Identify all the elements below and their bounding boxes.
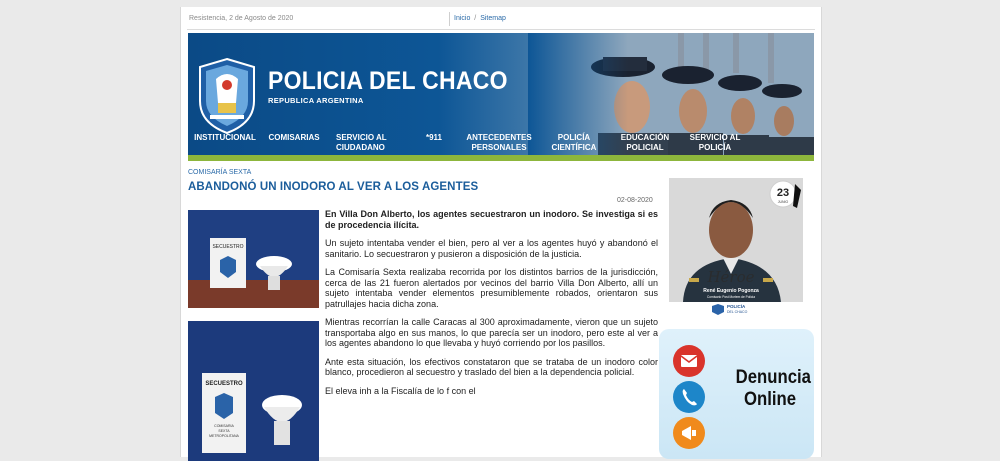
article-photo-1[interactable] [188, 210, 319, 308]
denuncia-line-2: Online [743, 389, 797, 410]
nav-comisarias[interactable]: COMISARIAS [268, 133, 320, 142]
police-shield-logo [196, 57, 258, 135]
nav-servicio-policia[interactable]: SERVICIO AL POLICÍA [689, 133, 741, 152]
article-category[interactable]: COMISARÍA SEXTA [188, 169, 252, 176]
divider [187, 29, 815, 30]
email-icon [673, 345, 705, 377]
article-body [325, 209, 658, 404]
hero-logo-line1: POLICÍA [727, 304, 746, 309]
nav-911[interactable]: *911 [425, 133, 443, 142]
article-paragraph: La Comisaría Sexta realizaba recorrida por los distintos barrios de la jurisdicción, cerca de las 21 fueron alertados por vecinos del barrio Villa Don Alberto, allí un sujeto intentaba vender elementos presumiblemente robados, orientaron sus patrullajes hacia dicha zona. [325, 267, 658, 309]
hero-name: René Eugenio Pogonza [703, 288, 759, 294]
page-container [180, 7, 822, 457]
article-paragraph: Un sujeto intentaba vender el bien, pero al ver a los agentes huyó y abandonó el sanitario. Lo secuestraron y pusieron a disposición de la justicia. [325, 238, 658, 259]
article-paragraph: Mientras recorrían la calle Caracas al 300 aproximadamente, vieron que un sujeto transportaba algo en sus manos, lo que parecía ser un inodoro, pero este al ver a los agentes abandono lo que llevaba y huyó corriendo por los pasillos. [325, 317, 658, 348]
hero-rank: Comisario Post Mortem de Policia [706, 295, 756, 299]
article-photo-2[interactable] [188, 321, 319, 461]
hero-portrait [669, 178, 803, 316]
article-date: 02-08-2020 [617, 197, 653, 204]
article-paragraph: Ante esta situación, los efectivos constataron que se trataba de un inodoro color blanco, procedieron al secuestro y traslado del bien a la dependencia policial. [325, 356, 658, 377]
toilet-photo-2 [188, 321, 319, 461]
denuncia-online-banner[interactable] [659, 329, 814, 459]
link-separator: / [474, 15, 477, 22]
sign-label: SECUESTRO [212, 244, 244, 250]
site-subtitle: REPUBLICA ARGENTINA [268, 96, 364, 105]
denuncia-line-1: Denuncia [735, 367, 811, 388]
sitemap-link[interactable]: Sitemap [480, 15, 506, 22]
article-lead: En Villa Don Alberto, los agentes secuestraron un inodoro. Se investiga si es de procedencia ilícita. [325, 209, 658, 230]
denuncia-title [735, 367, 811, 411]
site-banner [188, 33, 814, 161]
sign-line-4: METROPOLITANA [209, 434, 239, 438]
hero-logo-line2: DEL CHACO [727, 310, 748, 314]
hero-script: Héroe [707, 268, 755, 286]
megaphone-icon [673, 417, 705, 449]
banner-accent-bar [188, 155, 814, 161]
nav-institucional[interactable]: INSTITUCIONAL [194, 133, 256, 142]
sign-line-2: COMISARIA [214, 424, 234, 428]
nav-servicio-ciudadano[interactable]: SERVICIO AL CIUDADANO [336, 133, 387, 152]
article-paragraph: El eleva inh a la Fiscalía de lo f con el [325, 385, 476, 396]
top-bar [181, 7, 821, 31]
phone-icon [673, 381, 705, 413]
site-title: POLICIA DEL CHACO [268, 67, 508, 95]
main-nav [188, 129, 814, 155]
top-links [449, 12, 506, 26]
article-headline: ABANDONÓ UN INODORO AL VER A LOS AGENTES [188, 181, 479, 193]
hero-tribute-banner[interactable] [669, 178, 803, 316]
nav-antecedentes[interactable]: ANTECEDENTES PERSONALES [466, 133, 532, 152]
inicio-link[interactable]: Inicio [454, 15, 471, 22]
nav-educacion-policial[interactable]: EDUCACIÓN POLICIAL [620, 133, 670, 152]
toilet-photo-1 [188, 210, 319, 308]
hero-month: JUNIO [777, 200, 789, 204]
current-date: Resistencia, 2 de Agosto de 2020 [189, 15, 294, 22]
nav-policia-cientifica[interactable]: POLICÍA CIENTÍFICA [551, 133, 597, 152]
sign-line-3: SEXTA [218, 429, 230, 433]
sign-title: SECUESTRO [205, 381, 243, 387]
hero-day: 23 [776, 187, 790, 199]
